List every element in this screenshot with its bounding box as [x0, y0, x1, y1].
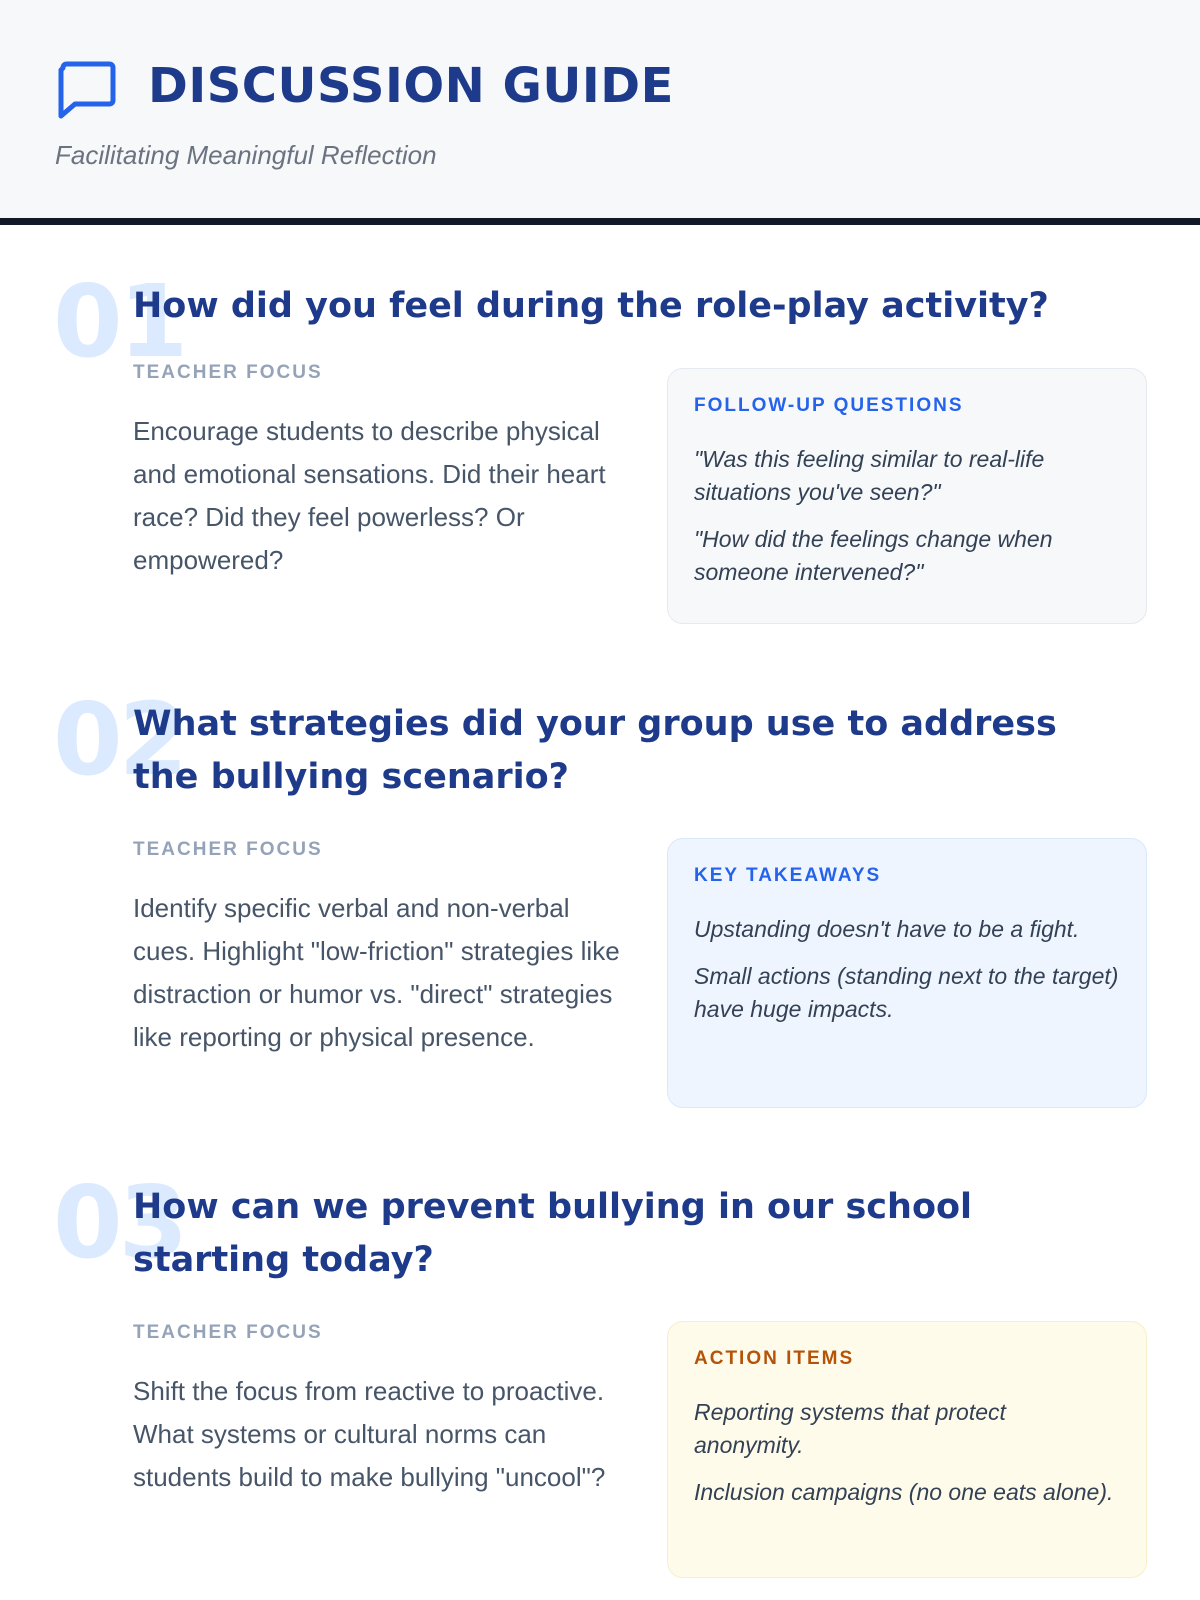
- card-title: ACTION ITEMS: [694, 1348, 855, 1369]
- card-title: FOLLOW-UP QUESTIONS: [694, 395, 964, 416]
- section-number: 01: [53, 263, 185, 380]
- section-number: 02: [53, 681, 185, 798]
- card-item: Reporting systems that protect anonymity.: [694, 1399, 1006, 1458]
- section-question: How did you feel during the role-play activity?: [133, 286, 1049, 326]
- chat-bubble-icon: [55, 58, 119, 122]
- teacher-focus-label: TEACHER FOCUS: [133, 362, 323, 383]
- teacher-focus-text: Shift the focus from reactive to proactive. What systems or cultural norms can students build to make bullying "uncool"?: [133, 1376, 606, 1492]
- page-header: [0, 0, 1200, 225]
- teacher-focus-text: Encourage students to describe physical and emotional sensations. Did their heart race? Did they feel powerless? Or empowered?: [133, 416, 606, 575]
- card-title: KEY TAKEAWAYS: [694, 865, 882, 886]
- key-takeaways-card: [667, 838, 1147, 1108]
- teacher-focus-text: Identify specific verbal and non-verbal cues. Highlight "low-friction" strategies like distraction or humor vs. "direct" strategies like reporting or physical presence.: [133, 893, 620, 1052]
- section-number: 03: [53, 1164, 185, 1281]
- page-subtitle: Facilitating Meaningful Reflection: [55, 140, 437, 170]
- card-item: "Was this feeling similar to real-life situations you've seen?": [694, 446, 1045, 505]
- teacher-focus-label: TEACHER FOCUS: [133, 1322, 323, 1343]
- page-title: DISCUSSION GUIDE: [148, 58, 674, 114]
- follow-up-card: [667, 368, 1147, 624]
- card-item: Inclusion campaigns (no one eats alone).: [694, 1479, 1114, 1505]
- section-question: How can we prevent bullying in our school starting today?: [133, 1187, 973, 1280]
- card-item: Small actions (standing next to the target) have huge impacts.: [694, 963, 1119, 1022]
- card-item: "How did the feelings change when someone intervened?": [694, 526, 1053, 585]
- teacher-focus-label: TEACHER FOCUS: [133, 839, 323, 860]
- action-items-card: [667, 1321, 1147, 1578]
- section-question: What strategies did your group use to address the bullying scenario?: [133, 704, 1057, 797]
- card-item: Upstanding doesn't have to be a fight.: [694, 916, 1080, 942]
